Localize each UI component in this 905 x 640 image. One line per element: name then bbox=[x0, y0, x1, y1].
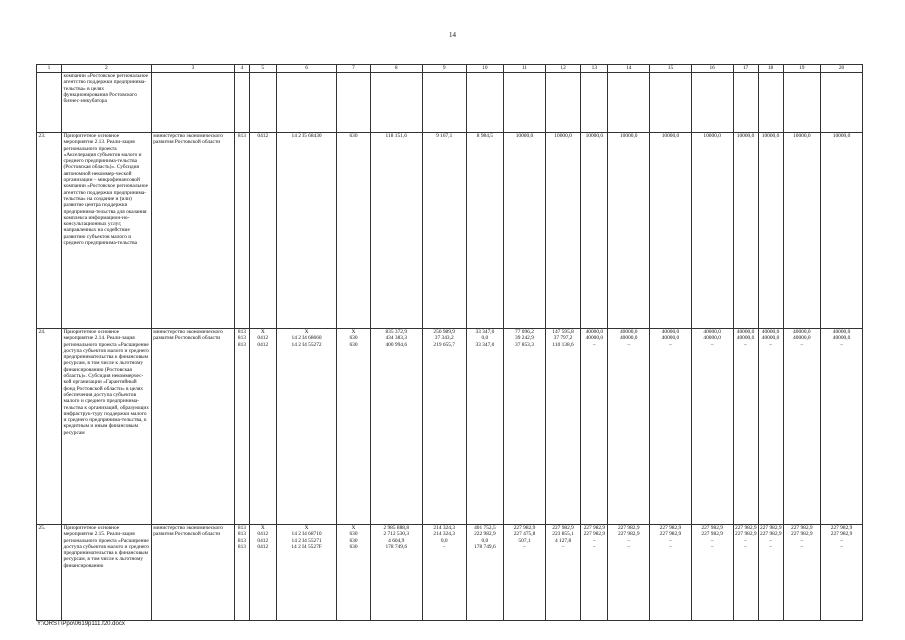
value-cell bbox=[650, 329, 692, 525]
value-cell bbox=[608, 329, 650, 525]
value-line: 400 994,6 bbox=[385, 341, 408, 348]
header-col-1: 1 bbox=[37, 65, 62, 73]
value-cell bbox=[235, 133, 250, 329]
value-cell bbox=[370, 133, 422, 329]
measure-description: Приоритетное основное мероприятие 2.13. Реали-зация регионального проекта «Акселерация субъектов малого и среднего предпринима-тельства (Ростовская область)». Субсидия автономной некоммер-ческой организации – микрофинансовой компании «Ростовское региональное агентство поддержки предпринима-тельства» на создание и (или) развитие центра поддержки предпринима-тельства для оказания комплекса информацион-но-консультационных услуг, направленных на содействие развитию субъектов малого и среднего предпринима-тельства bbox=[62, 133, 152, 329]
value-line: – bbox=[744, 537, 747, 544]
value-cell bbox=[821, 329, 863, 525]
value-cell bbox=[608, 525, 650, 621]
value-cell bbox=[504, 525, 546, 621]
value-cell bbox=[691, 525, 733, 621]
header-col-10: 10 bbox=[466, 65, 504, 73]
value-line: – bbox=[769, 341, 772, 348]
value-line: 0412 bbox=[257, 537, 269, 544]
value-line: 10000,0 bbox=[761, 133, 780, 139]
value-line: X bbox=[304, 329, 309, 335]
header-col-5: 5 bbox=[249, 65, 276, 73]
value-line: 630 bbox=[349, 341, 358, 348]
value-line: 813 bbox=[237, 543, 246, 550]
value-line: 222 982,9 bbox=[474, 531, 496, 538]
value-line: 40000,0 bbox=[793, 335, 811, 342]
value-line: 4 127,8 bbox=[554, 537, 572, 544]
value-line: 40000,0 bbox=[761, 329, 780, 335]
value-cell bbox=[545, 133, 580, 329]
value-cell bbox=[733, 525, 758, 621]
value-line: – bbox=[840, 537, 843, 544]
value-cell bbox=[545, 525, 580, 621]
value-line: 40000,0 bbox=[832, 329, 851, 335]
executor-name: министерство экономического развития Ростовской области bbox=[151, 329, 234, 525]
value-cell bbox=[783, 525, 821, 621]
table-row bbox=[37, 133, 863, 329]
value-line: 118 151,6 bbox=[385, 133, 407, 139]
value-line: 223 855,1 bbox=[552, 531, 574, 538]
value-line: 10000,0 bbox=[554, 133, 572, 139]
value-line: 227 982,9 bbox=[760, 525, 782, 531]
value-line: – bbox=[800, 543, 804, 550]
value-line: 178 749,6 bbox=[474, 543, 496, 550]
table-row bbox=[37, 329, 863, 525]
value-line: 0412 bbox=[257, 543, 269, 550]
value-line: 2 985 888,8 bbox=[383, 525, 410, 531]
value-line: 227 982,9 bbox=[760, 531, 782, 538]
value-cell bbox=[545, 329, 580, 525]
value-line: 630 bbox=[349, 335, 358, 342]
value-line: – bbox=[769, 543, 772, 550]
value-line: 256 989,9 bbox=[433, 329, 455, 335]
value-cell bbox=[370, 329, 422, 525]
value-cell bbox=[235, 329, 250, 525]
value-line: – bbox=[769, 537, 772, 544]
value-cell bbox=[337, 133, 370, 329]
value-line: 219 655,7 bbox=[433, 341, 455, 348]
value-line: X bbox=[351, 329, 356, 335]
value-line: 227 982,9 bbox=[552, 525, 574, 531]
value-line: 227 982,9 bbox=[583, 531, 606, 538]
value-line: 227 982,9 bbox=[735, 525, 757, 531]
header-col-20: 20 bbox=[821, 65, 863, 73]
value-line: 40000,0 bbox=[761, 335, 780, 342]
value-line: 214 324,3 bbox=[433, 525, 455, 531]
value-cell bbox=[608, 133, 650, 329]
file-path-footer: Y:\ORST\Ppo\0619p111.f20.docx bbox=[37, 621, 125, 627]
value-line: – bbox=[523, 543, 526, 550]
value-line: – bbox=[593, 537, 596, 544]
budget-table bbox=[36, 64, 863, 621]
value-line: 630 bbox=[349, 537, 358, 544]
value-line: 40000,0 bbox=[736, 335, 755, 342]
value-cell bbox=[691, 133, 733, 329]
value-line: 813 bbox=[237, 335, 246, 342]
value-line: 0412 bbox=[257, 531, 269, 538]
value-line: 37 797,2 bbox=[553, 335, 573, 342]
value-line: 40000,0 bbox=[619, 335, 638, 342]
header-col-12: 12 bbox=[545, 65, 580, 73]
value-line: 10000,0 bbox=[793, 133, 811, 139]
value-line: 227 982,9 bbox=[659, 531, 682, 538]
value-line: 40000,0 bbox=[619, 329, 638, 335]
value-line: 507,1 bbox=[518, 537, 531, 544]
value-line: – bbox=[800, 341, 804, 348]
value-cell bbox=[337, 525, 370, 621]
value-line: 10000,0 bbox=[736, 133, 755, 139]
value-line: 227 982,9 bbox=[830, 531, 853, 538]
row-number: 24. bbox=[37, 329, 62, 525]
value-line: 77 096,2 bbox=[515, 329, 534, 335]
value-line: 10000,0 bbox=[832, 133, 851, 139]
value-line: 227 982,9 bbox=[735, 531, 757, 538]
value-line: 8 984,5 bbox=[476, 133, 493, 139]
value-line: – bbox=[669, 543, 672, 550]
value-line: 813 bbox=[237, 525, 246, 531]
value-cell bbox=[422, 133, 466, 329]
value-line: 40000,0 bbox=[585, 335, 604, 342]
header-col-9: 9 bbox=[422, 65, 466, 73]
value-line: 813 bbox=[237, 133, 246, 139]
value-line: – bbox=[442, 543, 446, 550]
value-cell bbox=[691, 329, 733, 525]
value-line: 14 2 I4 55272 bbox=[291, 341, 322, 348]
value-cell bbox=[249, 133, 276, 329]
header-col-17: 17 bbox=[733, 65, 758, 73]
value-cell bbox=[581, 525, 608, 621]
value-line: 14 2 I4 55271 bbox=[291, 537, 322, 544]
value-cell bbox=[466, 525, 504, 621]
value-line: 14 2 I4 5527F bbox=[291, 543, 322, 550]
header-col-13: 13 bbox=[581, 65, 608, 73]
value-line: 835 372,9 bbox=[385, 329, 408, 335]
value-line: 14 2 I4 68660 bbox=[291, 335, 322, 342]
header-col-19: 19 bbox=[783, 65, 821, 73]
value-line: 227 982,9 bbox=[583, 525, 606, 531]
value-line: 227 475,8 bbox=[513, 531, 536, 538]
value-cell bbox=[504, 329, 546, 525]
value-cell bbox=[581, 329, 608, 525]
header-col-2: 2 bbox=[62, 65, 152, 73]
value-line: – bbox=[800, 537, 804, 544]
executor-name: министерство экономического развития Ростовской области bbox=[151, 133, 234, 329]
value-line: 14 2 I4 68710 bbox=[291, 531, 322, 538]
value-line: 33 347,0 bbox=[475, 329, 495, 335]
value-cell bbox=[821, 133, 863, 329]
row-number: 23. bbox=[37, 133, 62, 329]
value-line: 10000,0 bbox=[585, 133, 604, 139]
value-line: X bbox=[260, 525, 265, 531]
value-line: – bbox=[627, 537, 631, 544]
value-cell bbox=[581, 133, 608, 329]
value-line: – bbox=[669, 537, 672, 544]
header-col-15: 15 bbox=[650, 65, 692, 73]
value-line: – bbox=[627, 341, 631, 348]
value-line: 40000,0 bbox=[661, 335, 680, 342]
value-cell bbox=[758, 525, 783, 621]
value-cell bbox=[758, 133, 783, 329]
value-line: 813 bbox=[237, 341, 246, 348]
executor-name: министерство экономического развития Ростовской области bbox=[151, 525, 234, 621]
value-line: 227 982,9 bbox=[617, 525, 640, 531]
value-cell bbox=[276, 329, 336, 525]
value-line: 40000,0 bbox=[703, 329, 721, 335]
value-line: 40000,0 bbox=[832, 335, 851, 342]
value-line: 227 982,9 bbox=[791, 525, 813, 531]
value-line: – bbox=[710, 543, 714, 550]
value-line: 39 242,9 bbox=[515, 335, 534, 342]
table-row bbox=[37, 525, 863, 621]
row-number: 25. bbox=[37, 525, 62, 621]
value-line: – bbox=[627, 543, 631, 550]
value-line: – bbox=[669, 341, 672, 348]
value-line: 434 383,3 bbox=[385, 335, 408, 342]
value-line: 40000,0 bbox=[703, 335, 721, 342]
value-cell bbox=[249, 525, 276, 621]
value-line: 40000,0 bbox=[736, 329, 755, 335]
value-line: 227 982,9 bbox=[659, 525, 682, 531]
value-cell bbox=[733, 329, 758, 525]
value-line: 110 138,6 bbox=[552, 341, 574, 348]
value-cell bbox=[249, 329, 276, 525]
value-line: 630 bbox=[349, 531, 358, 538]
header-col-6: 6 bbox=[276, 65, 336, 73]
header-col-16: 16 bbox=[691, 65, 733, 73]
value-cell bbox=[370, 525, 422, 621]
value-line: 33 347,0 bbox=[475, 341, 495, 348]
value-cell bbox=[466, 329, 504, 525]
value-line: 0,0 bbox=[481, 537, 489, 544]
value-line: 40000,0 bbox=[661, 329, 680, 335]
header-col-18: 18 bbox=[758, 65, 783, 73]
value-line: 227 982,9 bbox=[513, 525, 536, 531]
value-line: 813 bbox=[237, 531, 246, 538]
value-line: 147 595,8 bbox=[552, 329, 574, 335]
value-line: 0,0 bbox=[440, 537, 448, 544]
value-cell bbox=[504, 133, 546, 329]
measure-description: Приоритетное основное мероприятие 2.15. Реали-зация регионального проекта «Расширение доступа субъектов малого и среднего предпринимательства к финансовым ресурсам, в том числе к льготному финансированию bbox=[62, 525, 152, 621]
value-line: 0412 bbox=[257, 341, 269, 348]
value-cell bbox=[422, 525, 466, 621]
value-line: 4 604,9 bbox=[388, 537, 405, 544]
value-line: 9 167,1 bbox=[436, 133, 453, 139]
value-line: – bbox=[840, 341, 843, 348]
value-cell bbox=[758, 329, 783, 525]
value-cell bbox=[337, 329, 370, 525]
value-line: 40000,0 bbox=[585, 329, 604, 335]
value-line: 227 982,9 bbox=[830, 525, 853, 531]
value-line: – bbox=[593, 341, 596, 348]
value-cell bbox=[821, 525, 863, 621]
header-col-4: 4 bbox=[235, 65, 250, 73]
continuation-description: компании «Ростовское региональное агентство поддержки предпринима-тельства» в целях функционирования Ростовского бизнес-инкубатора bbox=[62, 73, 152, 133]
value-line: 10000,0 bbox=[661, 133, 680, 139]
value-line: 227 982,9 bbox=[701, 525, 723, 531]
value-line: 401 752,5 bbox=[474, 525, 496, 531]
value-line: 0,0 bbox=[481, 335, 489, 342]
value-line: – bbox=[593, 543, 596, 550]
value-line: 37 343,2 bbox=[434, 335, 454, 342]
value-line: 37 853,3 bbox=[515, 341, 534, 348]
value-line: 10000,0 bbox=[703, 133, 721, 139]
value-line: 214 324,3 bbox=[433, 531, 455, 538]
value-line: 227 982,9 bbox=[701, 531, 723, 538]
value-line: – bbox=[744, 341, 747, 348]
value-line: X bbox=[351, 525, 356, 531]
value-cell bbox=[650, 133, 692, 329]
value-cell bbox=[783, 329, 821, 525]
value-line: 10000,0 bbox=[515, 133, 534, 139]
value-line: – bbox=[840, 543, 843, 550]
value-line: 227 982,9 bbox=[791, 531, 813, 538]
value-cell bbox=[466, 133, 504, 329]
value-line: – bbox=[710, 537, 714, 544]
value-line: 0412 bbox=[257, 133, 269, 139]
value-line: 813 bbox=[237, 329, 246, 335]
header-col-8: 8 bbox=[370, 65, 422, 73]
value-line: 2 712 530,3 bbox=[383, 531, 410, 538]
value-line: – bbox=[744, 543, 747, 550]
continuation-row bbox=[37, 73, 863, 133]
value-line: 813 bbox=[237, 537, 246, 544]
value-cell bbox=[650, 525, 692, 621]
value-line: 630 bbox=[349, 133, 358, 139]
header-col-11: 11 bbox=[504, 65, 546, 73]
value-cell bbox=[422, 329, 466, 525]
value-cell bbox=[276, 133, 336, 329]
value-line: 227 982,9 bbox=[617, 531, 640, 538]
value-line: 10000,0 bbox=[619, 133, 638, 139]
value-line: 178 749,6 bbox=[385, 543, 408, 550]
value-line: X bbox=[260, 329, 265, 335]
value-cell bbox=[733, 133, 758, 329]
value-line: 630 bbox=[349, 543, 358, 550]
value-line: – bbox=[710, 341, 714, 348]
header-col-14: 14 bbox=[608, 65, 650, 73]
value-line: – bbox=[561, 543, 565, 550]
value-cell bbox=[276, 525, 336, 621]
measure-description: Приоритетное основное мероприятие 2.14. Реали-зация регионального проекта «Расширение доступа субъектов малого и среднего предпринимательства к финансовым ресурсам, в том числе к льготному финансированию (Ростовская область)». Субсидия некоммерчес-кой организации «Гарантийный фонд Ростовской области» в целях обеспечения доступа субъектов малого и среднего предпринима-тельства к организаций, образующих инфраструк-туру поддержки малого и среднего предпринима-тельства, к кредитным и иным финансовым ресурсам bbox=[62, 329, 152, 525]
page-number: 14 bbox=[449, 31, 456, 39]
value-line: X bbox=[304, 525, 309, 531]
header-row bbox=[37, 65, 863, 73]
value-line: 40000,0 bbox=[793, 329, 811, 335]
value-line: 14 2 I5 68430 bbox=[291, 133, 322, 139]
header-col-3: 3 bbox=[151, 65, 234, 73]
value-line: 0412 bbox=[257, 335, 269, 342]
header-col-7: 7 bbox=[337, 65, 370, 73]
value-cell bbox=[783, 133, 821, 329]
value-cell bbox=[235, 525, 250, 621]
